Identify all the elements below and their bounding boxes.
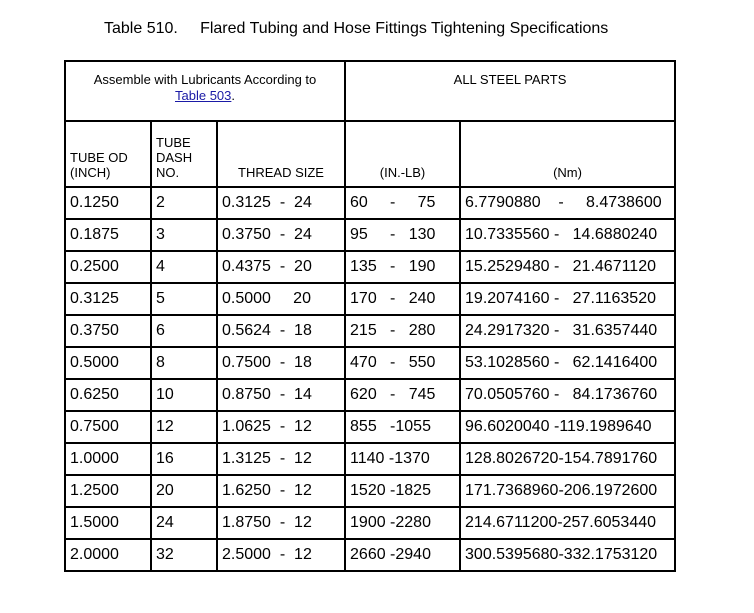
lubricant-header-text: Assemble with Lubricants According to	[93, 72, 317, 87]
table-row	[65, 219, 675, 251]
table-row	[65, 347, 675, 379]
tube-od-cell: 0.3125	[65, 283, 151, 315]
tube-dash-cell: 20	[151, 475, 217, 507]
torque-inlb-cell: 620 - 745	[345, 379, 460, 411]
tube-od-cell: 0.1250	[65, 187, 151, 219]
table-row	[65, 507, 675, 539]
torque-nm-cell: 10.7335560 - 14.6880240	[460, 219, 675, 251]
thread-size-cell: 0.5000 20	[217, 283, 345, 315]
all-steel-parts-header: ALL STEEL PARTS	[345, 61, 675, 121]
tube-dash-cell: 32	[151, 539, 217, 571]
col-header-inlb: (IN.-LB)	[345, 121, 460, 187]
tube-dash-cell: 6	[151, 315, 217, 347]
table-row	[65, 251, 675, 283]
thread-size-cell: 1.6250 - 12	[217, 475, 345, 507]
table-row	[65, 539, 675, 571]
thread-size-cell: 0.7500 - 18	[217, 347, 345, 379]
thread-size-cell: 1.0625 - 12	[217, 411, 345, 443]
tube-od-cell: 0.5000	[65, 347, 151, 379]
tube-od-cell: 0.6250	[65, 379, 151, 411]
col-header-thread-size: THREAD SIZE	[217, 121, 345, 187]
col-header-tube-dash	[151, 121, 217, 187]
tube-dash-cell: 8	[151, 347, 217, 379]
tube-od-cell: 0.1875	[65, 219, 151, 251]
torque-nm-cell: 128.8026720-154.7891760	[460, 443, 675, 475]
thread-size-cell: 0.3125 - 24	[217, 187, 345, 219]
table-row	[65, 283, 675, 315]
tube-od-cell: 1.5000	[65, 507, 151, 539]
table-row	[65, 411, 675, 443]
torque-nm-cell: 300.5395680-332.1753120	[460, 539, 675, 571]
torque-nm-cell: 214.6711200-257.6053440	[460, 507, 675, 539]
table-row	[65, 379, 675, 411]
torque-nm-cell: 171.7368960-206.1972600	[460, 475, 675, 507]
table-row	[65, 443, 675, 475]
torque-inlb-cell: 170 - 240	[345, 283, 460, 315]
torque-nm-cell: 19.2074160 - 27.1163520	[460, 283, 675, 315]
tube-od-cell: 1.0000	[65, 443, 151, 475]
tube-dash-cell: 16	[151, 443, 217, 475]
tube-od-cell: 0.7500	[65, 411, 151, 443]
table-row	[65, 187, 675, 219]
thread-size-cell: 0.4375 - 20	[217, 251, 345, 283]
torque-nm-cell: 6.7790880 - 8.4738600	[460, 187, 675, 219]
torque-inlb-cell: 470 - 550	[345, 347, 460, 379]
torque-inlb-cell: 1520 -1825	[345, 475, 460, 507]
tube-dash-cell: 4	[151, 251, 217, 283]
tube-dash-cell: 12	[151, 411, 217, 443]
torque-inlb-cell: 95 - 130	[345, 219, 460, 251]
torque-inlb-cell: 1140 -1370	[345, 443, 460, 475]
tightening-spec-table	[64, 60, 676, 572]
lubricant-header-period: .	[231, 88, 236, 103]
thread-size-cell: 2.5000 - 12	[217, 539, 345, 571]
table-group-header-row	[65, 61, 675, 121]
torque-nm-cell: 24.2917320 - 31.6357440	[460, 315, 675, 347]
torque-inlb-cell: 215 - 280	[345, 315, 460, 347]
table-column-header-row	[65, 121, 675, 187]
tube-od-cell: 0.2500	[65, 251, 151, 283]
torque-nm-cell: 15.2529480 - 21.4671120	[460, 251, 675, 283]
table-caption: Table 510. Flared Tubing and Hose Fittings Tightening Specifications	[104, 20, 609, 37]
thread-size-cell: 1.3125 - 12	[217, 443, 345, 475]
torque-inlb-cell: 855 -1055	[345, 411, 460, 443]
tube-od-cell: 1.2500	[65, 475, 151, 507]
torque-nm-cell: 53.1028560 - 62.1416400	[460, 347, 675, 379]
torque-nm-cell: 96.6020040 -119.1989640	[460, 411, 675, 443]
col-header-tube-od-label: TUBE OD (INCH)	[70, 150, 128, 180]
table-503-link[interactable]: Table 503	[175, 88, 232, 103]
tube-dash-cell: 5	[151, 283, 217, 315]
thread-size-cell: 0.3750 - 24	[217, 219, 345, 251]
table-row	[65, 315, 675, 347]
col-header-tube-dash-label: TUBE DASH NO.	[156, 135, 193, 180]
torque-nm-cell: 70.0505760 - 84.1736760	[460, 379, 675, 411]
col-header-nm: (Nm)	[460, 121, 675, 187]
tube-od-cell: 0.3750	[65, 315, 151, 347]
thread-size-cell: 0.8750 - 14	[217, 379, 345, 411]
lubricant-header-cell	[65, 61, 345, 121]
tube-od-cell: 2.0000	[65, 539, 151, 571]
tube-dash-cell: 10	[151, 379, 217, 411]
tube-dash-cell: 3	[151, 219, 217, 251]
col-header-tube-od	[65, 121, 151, 187]
tube-dash-cell: 2	[151, 187, 217, 219]
tube-dash-cell: 24	[151, 507, 217, 539]
torque-inlb-cell: 60 - 75	[345, 187, 460, 219]
thread-size-cell: 1.8750 - 12	[217, 507, 345, 539]
thread-size-cell: 0.5624 - 18	[217, 315, 345, 347]
torque-inlb-cell: 2660 -2940	[345, 539, 460, 571]
torque-inlb-cell: 1900 -2280	[345, 507, 460, 539]
table-row	[65, 475, 675, 507]
torque-inlb-cell: 135 - 190	[345, 251, 460, 283]
